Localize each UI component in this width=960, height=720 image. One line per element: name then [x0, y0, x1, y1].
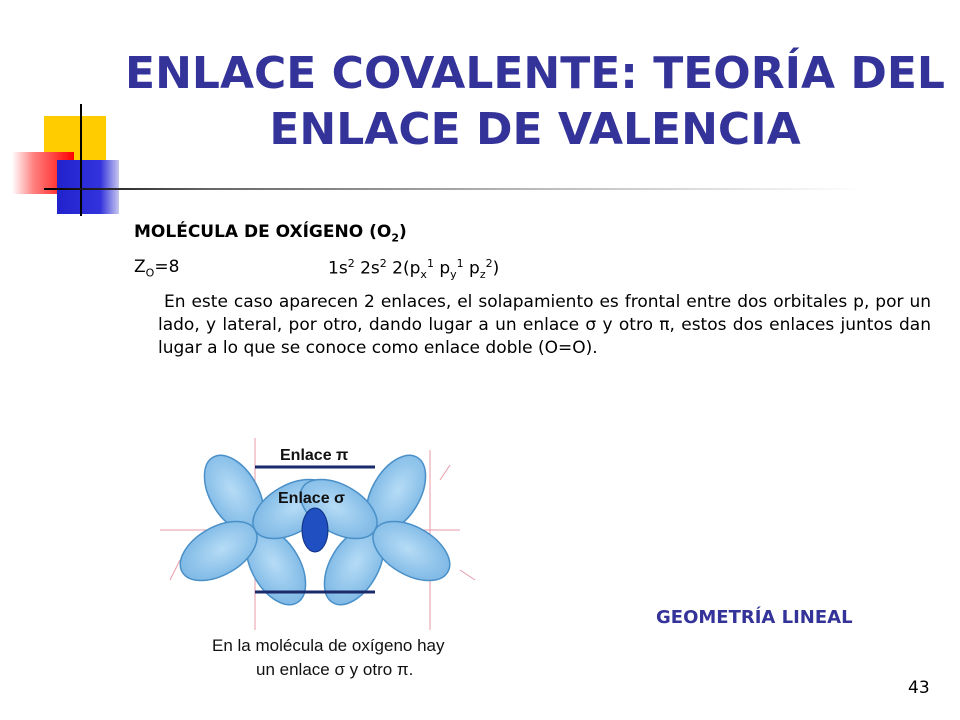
orbital-1s-sup: 2	[347, 257, 355, 270]
z-subscript: O	[145, 266, 155, 280]
molecule-heading-text: MOLÉCULA DE OXÍGENO (O	[134, 222, 392, 242]
orbital-px: 2(p	[386, 258, 421, 279]
orbital-py: p	[433, 258, 451, 279]
z-value: =8	[154, 257, 180, 277]
explanation-paragraph: En este caso aparecen 2 enlaces, el solapamiento es frontal entre dos orbitales p, por un lado, y lateral, por otro, dando lugar a un enlace σ y otro π, estos dos enlaces juntos dan lugar a lo que se conoce como enlace doble (O=O).	[158, 292, 931, 358]
caption-line-2: un enlace σ y otro π.	[256, 660, 414, 679]
caption-line-1: En la molécula de oxígeno hay	[212, 636, 445, 655]
figure-caption	[212, 634, 512, 682]
orbital-1s: 1s	[328, 258, 348, 279]
molecule-heading-subscript: 2	[391, 231, 399, 245]
orbital-px-sub: x	[420, 268, 427, 282]
page-number: 43	[908, 678, 930, 698]
orbital-py-sub: y	[450, 268, 457, 282]
molecule-heading-close: )	[398, 222, 407, 242]
orbital-configuration	[328, 257, 499, 281]
orbital-px-sup: 1	[426, 257, 434, 270]
orbital-2s: 2s	[354, 258, 380, 279]
geometry-label: GEOMETRÍA LINEAL	[656, 607, 853, 628]
sigma-overlap	[302, 508, 328, 552]
molecule-heading	[134, 222, 407, 244]
orbital-close: )	[492, 258, 500, 279]
orbital-py-sup: 1	[456, 257, 464, 270]
orbital-pz: p	[463, 258, 480, 279]
sigma-label: Enlace σ	[278, 490, 345, 507]
atomic-number	[134, 257, 179, 279]
orbital-pz-sub: z	[479, 268, 486, 282]
title-underline	[44, 188, 864, 190]
slide-title: ENLACE COVALENTE: TEORÍA DEL ENLACE DE VALENCIA	[125, 48, 945, 155]
decor-vertical-line	[80, 104, 82, 216]
oxygen-orbital-figure	[160, 430, 510, 692]
decor-blue-square	[57, 160, 119, 214]
orbital-pz-sup: 2	[485, 257, 493, 270]
orbital-2s-sup: 2	[379, 257, 387, 270]
z-symbol: Z	[134, 257, 146, 277]
pi-label: Enlace π	[280, 447, 349, 464]
